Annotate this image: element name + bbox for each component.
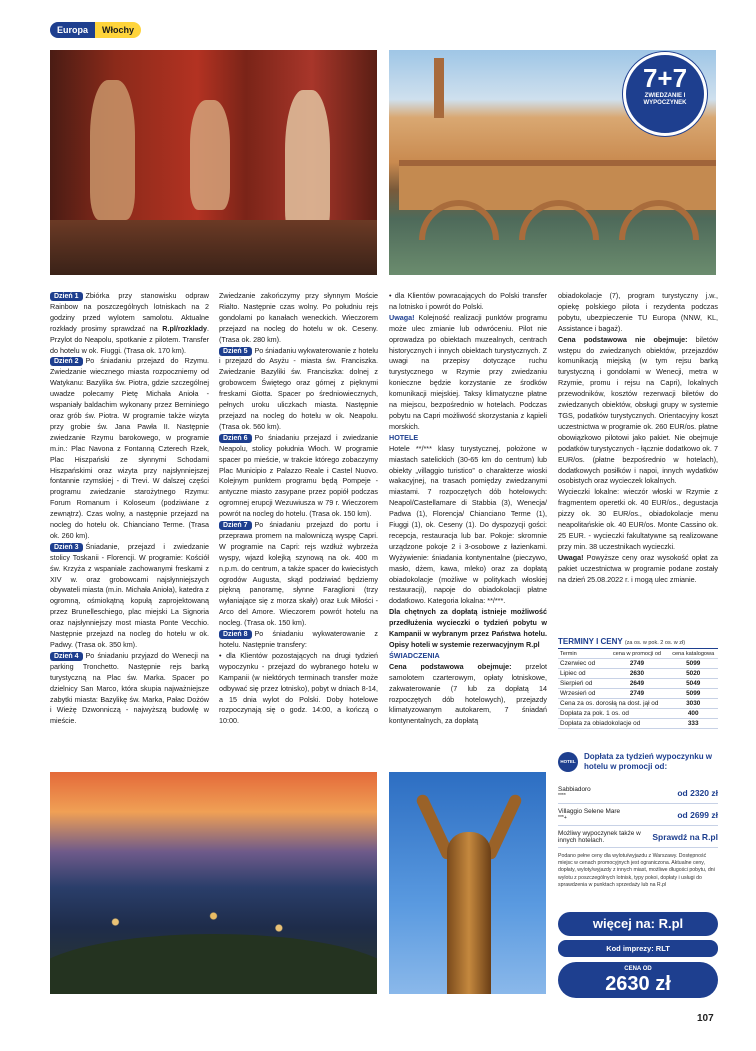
- terms-cell: 5099: [668, 659, 718, 669]
- hotel-price: od 2320 zł: [677, 787, 718, 798]
- hotels-text: Hotele **/*** klasy turystycznej, położone w miastach satelickich (30-65 km do centrum) lub obiekty „villaggio turistico” o charakterze wioski wakacyjnej, na trasach pomiędzy zwiedzanymi miastami. 7 rozpoczętych dób hotelowych: Neapol/Castellamare di Stabbia (3), Wenecja/ Padwa (1), Florencja/ Chianciano Terme (1), Fiuggi (1), ok. Ceseny (1). Do dyspozycji gości: recepcja, restauracja lub bar. Pokoje: skromnie urządzone pokoje 2 i 3-osobowe z łazienkami. Wyżywienie: śniadania kontynentalne (pieczywo, masło, dżem, kawa, mleko) oraz za dopłatą obiadokolacje (możliwe w politykach włoskiej restauracji), napoje do obiadokolacji płatne dodatkowo. Kategoria lokalna: **/***.: [389, 443, 547, 606]
- price-includes-continued: obiadokolacje (7), program turystyczny j.w., opiekę polskiego pilota i rezydenta podczas pobytu, ubezpieczenie TU Europa (NNW, KL, Assistance i bagaż).: [558, 291, 718, 333]
- local-trips-text: Wycieczki lokalne: wieczór włoski w Rzymie z fragmentem operetki ok. 40 EUR/os., degustacja pizzy ok. 30 EUR/os., obiadokolacje menu neapolitańskie ok. 40 EUR/os. Monte Cassino ok. 25 EUR. - wycieczki fakultatywne są realizowane przy min. 38 uczestnikach wycieczki.: [558, 487, 718, 551]
- day-badge: Dzień 4: [50, 652, 83, 661]
- terms-cell: 2749: [605, 689, 668, 699]
- terms-cell: Czerwiec od: [558, 659, 605, 669]
- hotels-heading: HOTELE: [389, 432, 419, 442]
- itinerary-paragraph: [219, 629, 378, 651]
- hotel-info: [558, 830, 643, 844]
- extra-label: Dopłata za obiadokolacje od: [558, 719, 668, 729]
- itinerary-paragraph: [219, 520, 378, 629]
- more-info-button[interactable]: więcej na: R.pl: [558, 912, 718, 936]
- terms-row: [558, 679, 718, 689]
- hotel-plus-box: [558, 752, 718, 889]
- terms-title: TERMINY I CENY (za os. w pok. 2 os. w zł): [558, 637, 718, 649]
- hotel-plus-title: Dopłata za tydzień wypoczynku w hotelu w promocji od:: [584, 752, 713, 771]
- price-from-label: CENA OD: [624, 966, 652, 972]
- hotel-stars: ****: [558, 793, 566, 799]
- price-from-badge: [558, 962, 718, 998]
- extension-info: Dla chętnych za dopłatą istnieje możliwość przedłużenia wycieczki o tydzień pobytu w Kampanii w wybranym przez Państwa hotelu. Opisy hoteli w systemie rezerwacyjnym R.pl: [389, 607, 547, 649]
- price-includes-text: przelot samolotem czarterowym, opłaty lotniskowe, zakwaterowanie (7 lub za dopłatą 14 rozpoczętych dób hotelowych), przejazdy klimatyzowanym autokarem, 7 śniadań kontynentalnych, za dopłatą: [389, 661, 547, 726]
- hotel-row: [558, 826, 718, 848]
- itinerary-paragraph: [219, 346, 378, 433]
- tour-type-badge: [623, 52, 707, 136]
- itinerary-paragraph: [50, 542, 209, 651]
- hotel-info: [558, 808, 620, 821]
- terms-extra-row: [558, 699, 718, 709]
- day-badge: Dzień 7: [219, 521, 252, 530]
- hotel-stars: ***+: [558, 815, 567, 821]
- itinerary-column-1: [50, 291, 209, 727]
- day-badge: Dzień 6: [219, 434, 252, 443]
- terms-header-cell: cena w promocji od: [605, 649, 668, 659]
- return-transfer: • dla Klientów powracających do Polski transfer na lotnisko i powrót do Polski.: [389, 291, 547, 311]
- price-excludes-label: Cena podstawowa nie obejmuje:: [558, 334, 688, 344]
- hotel-price: od 2699 zł: [677, 809, 718, 820]
- itinerary-paragraph: [219, 651, 378, 727]
- naples-photo: [50, 772, 377, 994]
- hotel-name: Możliwy wypoczynek także w innych hotelach.: [558, 829, 641, 844]
- day-text: Śniadanie, przejazd i zwiedzanie stolicy Toskanii - Florencji. W programie: Kościół św. Krzyża z wspaniale zachowanymi freskami z XIV w. oraz grobowcami najsłynniejszych obywateli miasta (m.in. Michała Anioła), katedra z ogromną, ośmiokątną kopułą zaprojektowaną przez Brunelleschiego, plac miejski La Signoria oraz najsłynniejszy most miasta Ponte Vecchio. Następnie przejazd na nocleg do hotelu w ok. Padwy. (Trasa ok. 350 km).: [50, 541, 209, 649]
- note-label: Uwaga!: [389, 312, 415, 322]
- hotel-name: Villaggio Selene Mare: [558, 808, 621, 815]
- price-footnote: Podano pełne ceny dla wylotu/wyjazdu z Warszawy. Dostępność miejsc w cenach promocyjnych jest ograniczona. Aktualne ceny, dopłaty, wyloty/wyjazdy z innych miast, możliwe długości pobytu, dni wylotu z poszczególnych lotnisk, typy pokoi, dopłaty i usługi do sprawdzenia w punktach sprzedaży lub na R.pl: [558, 853, 715, 888]
- day-text: Zbiórka przy stanowisku odpraw Rainbow na poszczególnych lotniskach na 2 godziny przed wylotem samolotu. Aktualne rozkłady prosimy sprawdzać na: [50, 291, 209, 333]
- services-heading: ŚWIADCZENIA: [389, 650, 440, 660]
- hotel-row: [558, 804, 718, 826]
- terms-subtitle: (za os. w pok. 2 os. w zł): [624, 640, 686, 646]
- terms-cell: 2649: [605, 679, 668, 689]
- extra-value: 400: [668, 709, 718, 719]
- day-badge: Dzień 8: [219, 630, 252, 639]
- terms-row: [558, 669, 718, 679]
- terms-row: [558, 659, 718, 669]
- day-text: Po śniadaniu przejazd do portu i przeprawa promem na malowniczą wyspę Capri. W programie na Capri: rejs wzdłuż wybrzeża wyspy, wjazd kolejką szynową na ok. 400 m n.p.m. do centrum, a także spacer do kwiecistych ogrodów Augusta, skąd podziwiać będziemy piękną panoramę, słynne Faraglioni (trzy wyłaniające się z morza skały) oraz Łuk Miłości - Arco del Amore. Wieczorem powrót hotelu na nocleg. (Trasa ok. 150 km).: [219, 520, 378, 628]
- badge-number: 7+7: [642, 63, 688, 93]
- terms-and-prices: [558, 637, 718, 729]
- price-excludes-text: biletów wstępu do zwiedzanych obiektów, przejazdów komunikacją miejską (w tym rejsu barką turystyczną i gondolami w Wenecji, metra w Rzymie, promu i rejsu na Capri), lokalnych przewodników, kosztów rezerwacji biletów do zwiedzanych obiektów, obsługi grupy w systemie TGS, podatków turystycznych. Orientacyjny koszt uczestnictwa w programie ok. 260 EUR/os. płatne obowiązkowo pilotowi jako pakiet. Nie obejmuje podatków turystycznych - łącznie dodatkowo ok. 7 EUR/os. (płatne bezpośrednio w hotelach), dodatkowych posiłków i napoi, innych wydatków osobistych oraz wycieczek lokalnych.: [558, 334, 719, 486]
- terms-cell: 5099: [668, 689, 718, 699]
- terms-header-row: [558, 649, 718, 659]
- terms-row: [558, 689, 718, 699]
- statue-photo: [389, 772, 546, 994]
- day-badge: Dzień 1: [50, 292, 83, 301]
- day-text: Po śniadaniu wykwaterowanie z hotelu. Następnie transfery:: [219, 629, 378, 649]
- extra-value: 3030: [668, 699, 718, 709]
- note-text: Kolejność realizacji punktów programu może ulec zmianie lub odwróceniu. Pilot nie oprowadza po obiektach muzealnych, centrach historycznych i innych obiektach turystycznych. Z uwagi na przepisy dotyczące ruchu turystycznego w Rzymie przy zwiedzaniu konieczne będzie korzystanie ze środków komunikacji miejskiej. Taksy klimatyczne płatne na miejscu, bezpośrednio w hotelach. Podczas pobytu na Capri możliwość skorzystania z kąpieli morskich.: [389, 312, 547, 431]
- extra-label: Cena za os. dorosłą na dost. jął od: [558, 699, 668, 709]
- itinerary-column-2: [219, 291, 378, 727]
- itinerary-paragraph: [50, 356, 209, 541]
- day-text: Zwiedzanie zakończymy przy słynnym Moście Rialto. Następnie czas wolny. Po południu rejs gondolami po kanałach weneckich. Wieczorem przejazd na nocleg do hotelu w ok. Ceseny. (Trasa ok. 280 km).: [219, 291, 378, 344]
- terms-cell: 2630: [605, 669, 668, 679]
- day-badge: Dzień 2: [50, 357, 83, 366]
- tour-code: Kod imprezy: RLT: [558, 940, 718, 957]
- day-text: Po śniadaniu przejazd do Rzymu. Zwiedzanie wiecznego miasta rozpoczniemy od Watykanu: Bazylika św. Piotra, gdzie szczególnej uwadze polecamy Pietę Michała Anioła - wspaniały baldachim wykonany przez Berniniego oraz grób św. Piotra. W programie także wizyta przy grobie św. Jana Pawła II. Następnie zwiedzanie Rzymu barokowego, w programie m.in.: Plac Navona z Fontanną Czterech Rzek, Plac Hiszpański ze słynnymi Schodami Hiszpańskimi oraz wizyta przy najsłynniejszej fontannie rzymskiej - di Trevi. W dalszej części programu zwiedzanie starożytnego Rzymu: Forum Romanum i Koloseum (podziwiane z zewnątrz). Czas wolny, a następnie przejazd na nocleg do hotelu ok. Chianciano Terme. (Trasa ok. 260 km).: [50, 356, 209, 540]
- terms-cell: 5049: [668, 679, 718, 689]
- day-text: Po śniadaniu przejazd i zwiedzanie Neapolu, stolicy południa Włoch. W programie spacer po mieście, w trakcie którego zobaczymy Plac Municipio z Palazzo Reale i Castel Nuovo. Kolejnym punktem programu będą Pompeje - antyczne miasto zasypane przez popiół podczas ogromnej erupcji Wezuwiusza w 79 r. Wieczorem powrót na nocleg do hotelu. (Trasa ok. 150 km).: [219, 432, 378, 519]
- terms-table: [558, 649, 718, 729]
- region-tag: Europa: [50, 22, 95, 38]
- terms-extra-row: [558, 709, 718, 719]
- fresco-photo: [50, 50, 377, 275]
- terms-cell: Wrzesień od: [558, 689, 605, 699]
- itinerary-paragraph: [219, 291, 378, 346]
- hotel-info: [558, 786, 591, 799]
- extra-label: Dopłata za pok. 1 os. od: [558, 709, 668, 719]
- day-text: Po śniadaniu wykwaterowanie z hotelu i przejazd do Asyżu - miasta św. Franciszka. Zwiedzanie Bazyliki św. Franciszka: dolnej z grobowcem Świętego oraz górnej z pięknymi freskami Giotta. Spacer po średniowiecznych, pełnych uroku uliczkach miasta. Następnie przejazd na nocleg do hotelu w ok. Neapolu. (Trasa ok. 560 km).: [219, 345, 378, 431]
- terms-cell: Sierpień od: [558, 679, 605, 689]
- extra-value: 333: [668, 719, 718, 729]
- day-text: • dla Klientów pozostających na drugi tydzień wypoczynku - przejazd do wybranego hotelu w Kampanii (w niektórych terminach transfer może odbywać się przez lotnisko), pobyt w dniach 8-14, a 15 dnia wylot do Polski. Doby hotelowe rozpoczynają się o godz. 14:00, a kończą o 10:00.: [219, 650, 378, 726]
- note2-label: Uwaga!: [558, 552, 584, 562]
- hotel-price: Sprawdź na R.pl: [652, 831, 718, 842]
- hotel-row: [558, 782, 718, 804]
- day-text-after: . Przylot do Neapolu, spotkanie z pilotem. Transfer do hotelu w ok. Fiuggi. (Trasa ok. 170 km).: [50, 323, 209, 355]
- itinerary-paragraph: [50, 291, 209, 356]
- breadcrumb-tags: [50, 22, 141, 38]
- page-number: 107: [697, 1013, 714, 1024]
- terms-cell: 5020: [668, 669, 718, 679]
- price-includes-label: Cena podstawowa obejmuje:: [389, 661, 512, 671]
- info-column-4: [558, 291, 718, 585]
- info-column-3: [389, 291, 547, 766]
- terms-header-cell: cena katalogowa: [668, 649, 718, 659]
- hotel-name: Sabbiadoro: [558, 786, 591, 793]
- note2-text: Powyższe ceny oraz wysokość opłat za pakiet uczestnictwa w programie podane zostały na dzień 25.08.2022 r. i mogą ulec zmianie.: [558, 552, 718, 584]
- itinerary-paragraph: [50, 651, 209, 727]
- day-text: Po śniadaniu przyjazd do Wenecji na parking Tronchetto. Następnie rejs barką turystyczną na Plac św. Marka. Spacer po dzielnicy San Marco, która skupia najważniejsze zabytki miasta: Bazylikę św. Marka, Pałac Dożów i Wieżę Dzwonniczą - najwyższą budowlę w mieście.: [50, 650, 209, 726]
- terms-extra-row: [558, 719, 718, 729]
- terms-cell: Lipiec od: [558, 669, 605, 679]
- day-badge: Dzień 5: [219, 347, 252, 356]
- price-from-value: 2630 zł: [605, 973, 671, 995]
- country-tag: Włochy: [95, 22, 141, 38]
- terms-header-cell: Termin: [558, 649, 605, 659]
- itinerary-paragraph: [219, 433, 378, 520]
- schedule-link[interactable]: R.pl/rozklady: [162, 323, 207, 333]
- badge-label: ZWIEDZANIE I WYPOCZYNEK: [643, 93, 687, 107]
- hotel-plus-icon: HOTEL PLUS: [558, 752, 578, 772]
- day-badge: Dzień 3: [50, 543, 83, 552]
- terms-cell: 2749: [605, 659, 668, 669]
